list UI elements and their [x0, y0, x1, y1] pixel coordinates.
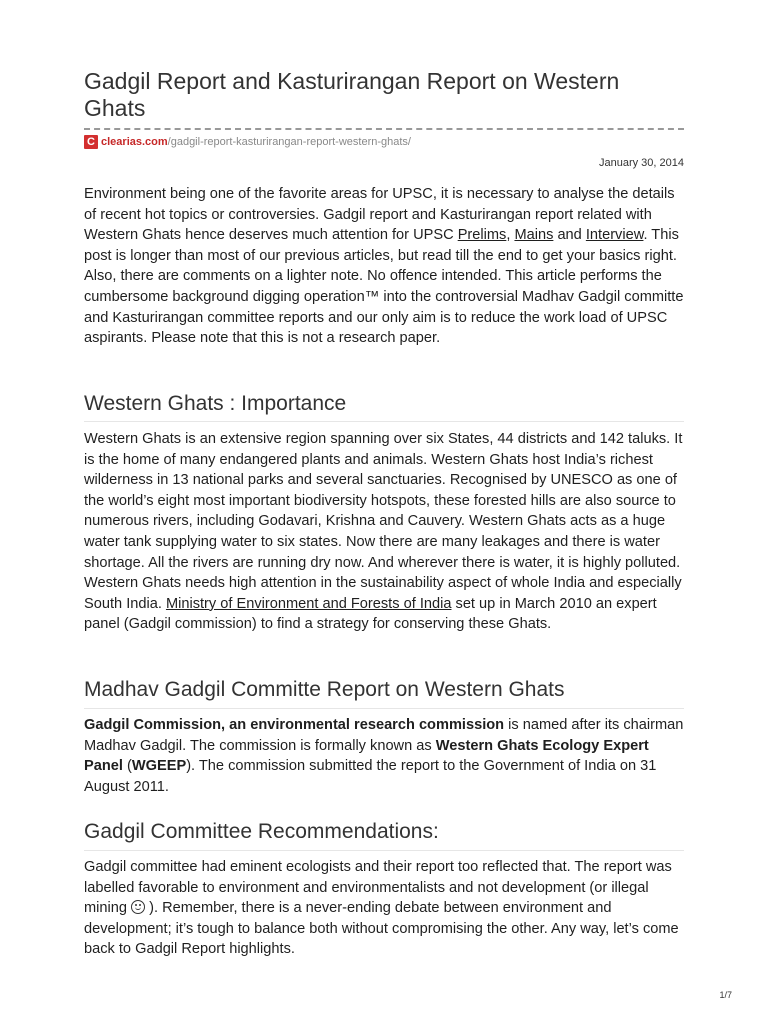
source-path-link[interactable]: /gadgil-report-kasturirangan-report-western-ghats/ [167, 136, 411, 148]
importance-paragraph: Western Ghats is an extensive region spanning over six States, 44 districts and 142 taluks. It is the home of many endangered plants and animals. Western Ghats host India’s richest wilderness in 13 national parks and several sanctuaries. Recognised by UNESCO as one of the world’s eight most important biodiversity hotspots, these forested hills are also source to numerous rivers, including Godavari, Krishna and Cauvery. Western Ghats acts as a huge water tank supplying water to six states. Now there are many leakages and there is water shortage. All the rivers are running dry now. And wherever there is water, it is highly polluted. Western Ghats needs high attention in the sustainability aspect of whole India and especially South India. Ministry of Environment and Forests of India set up in March 2010 an expert panel (Gadgil commission) to find a strategy for conserving these Ghats. [84, 431, 683, 633]
clearias-logo-icon: C [84, 135, 98, 149]
recommendations-paragraph: Gadgil committee had eminent ecologists and their report too reflected that. The report was labelled favorable to environment and environmentalists and not development (or illegal mining ). Remember, there is a never-ending debate between environment and development; it’s tough to balance both without compromising the other. Any way, let’s come back to Gadgil Report highlights. [84, 859, 679, 958]
page-number: 1/7 [719, 990, 732, 1000]
title-divider [84, 128, 684, 130]
interview-link[interactable]: Interview [585, 227, 644, 244]
ministry-link[interactable]: Ministry of Environment and Forests of India [165, 595, 452, 612]
source-line [84, 134, 411, 150]
page-title: Gadgil Report and Kasturirangan Report on Western Ghats [84, 68, 620, 121]
source-domain-link[interactable]: clearias.com [101, 136, 168, 148]
heading-importance: Western Ghats : Importance [84, 392, 347, 415]
smiley-icon [131, 900, 145, 914]
section-divider [84, 708, 684, 709]
mains-link[interactable]: Mains [514, 227, 554, 244]
section-divider [84, 421, 684, 422]
section-divider [84, 850, 684, 851]
gadgil-paragraph: Gadgil Commission, an environmental research commission is named after its chairman Madhav Gadgil. The commission is formally known as Western Ghats Ecology Expert Panel (WGEEP). The commission submitted the report to the Government of India on 31 August 2011. [84, 717, 684, 795]
heading-recommendations: Gadgil Committee Recommendations: [84, 820, 439, 843]
prelims-link[interactable]: Prelims [457, 227, 507, 244]
intro-paragraph: Environment being one of the favorite areas for UPSC, it is necessary to analyse the details of recent hot topics or controversies. Gadgil report and Kasturirangan report related with Western Ghats hence deserves much attention for UPSC Prelims, Mains and Interview. This post is longer than most of our previous articles, but read till the end to get your basics right. Also, there are comments on a lighter note. No offence intended. This article performs the cumbersome background digging operation™ into the controversial Madhav Gadgil committe and Kasturirangan committee reports and our only aim is to reduce the work load of UPSC aspirants. Please note that this is not a research paper. [84, 186, 684, 347]
publish-date: January 30, 2014 [598, 157, 684, 169]
heading-gadgil-report: Madhav Gadgil Committe Report on Western Ghats [84, 678, 565, 701]
